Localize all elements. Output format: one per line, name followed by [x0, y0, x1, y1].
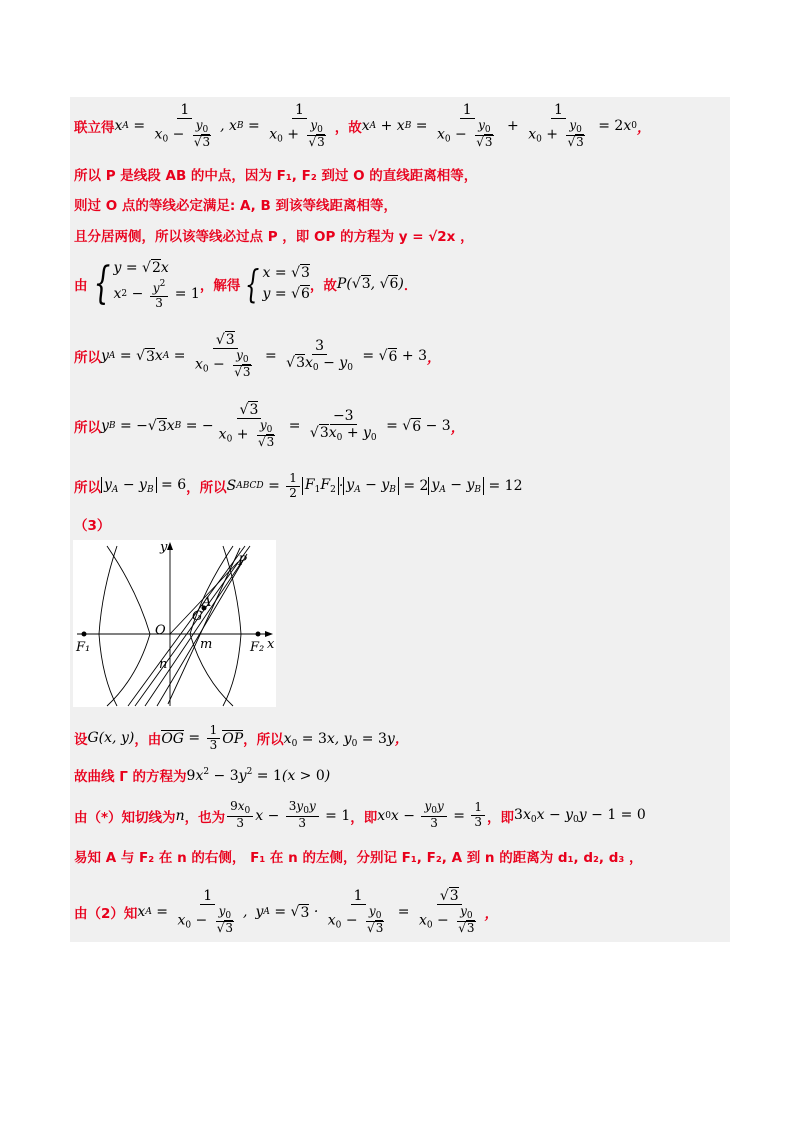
eq-x0-y0: $x_0 = 3x$, $y_0 = 3y$，: [283, 731, 409, 750]
label-suoyi-4: ，所以: [186, 480, 227, 497]
eq-tangent-2: x 0 x − $\frac{y_0y}{3}$ = $\frac{1}{3}$: [377, 800, 487, 831]
line-6: [74, 332, 440, 380]
line-10: [74, 724, 408, 753]
line-1: [74, 102, 650, 150]
label-you-2: ，由: [134, 732, 162, 749]
point-P: P(√3, √6): [336, 276, 404, 293]
line-3: 则过 O 点的等线必定满足: A, B 到该等线距离相等，: [74, 198, 397, 214]
label-lianli: 联立得: [74, 120, 115, 137]
label-gu2: ，故: [309, 278, 337, 295]
point-G: G(x, y): [87, 730, 135, 747]
eq-abs-diff: $y_A - y_B = 6$: [101, 477, 186, 495]
eq-yA-2: y A = √ 3 · 1 $x_0$ − $\frac{y_0}{√3}$ = √3 $x_0$ − $\frac{y_0}{√3}$ ，: [255, 888, 499, 936]
line-8: [74, 472, 523, 501]
label-m: m: [200, 637, 213, 652]
eq-tangent-1: $\frac{9x_0}{3}$ x − $\frac{3y_0y}{3}$ = 1: [225, 800, 350, 831]
label-curve: 故曲线 Γ 的方程为: [74, 769, 187, 785]
part-3-heading: （3）: [74, 518, 111, 534]
hyperbola-figure: [73, 540, 276, 707]
eq-xA-2: x A = 1 $x_0$ − $\frac{y_0}{√3}$ ,: [137, 888, 248, 936]
eq-area: S ABCD = $\frac{1}{2}$ $F_1F_2$ · $y_A - y_B$ = 2 $y_A - y_B$ = 12: [226, 471, 523, 500]
line-5: [74, 258, 417, 311]
label-you: 由: [74, 278, 88, 295]
label-G: G: [192, 609, 203, 624]
eq-sum: x A + x B = 1 $x_0$ − $\frac{y_0}{√3}$ + 1 $x_0$ + $\frac{y_0}{√3}$ = 2 x 0 ，: [361, 102, 651, 150]
line-13: 易知 A 与 F₂ 在 n 的右侧， F₁ 在 n 的左侧，分别记 F₁, F₂, A 到 n 的距离为 d₁, d₂, d₃ ，: [74, 850, 643, 866]
label-ji-2: ，即: [487, 809, 515, 826]
line-14: [74, 888, 498, 936]
eq-curve: $9x^2 - 3y^2 = 1(x > 0)$: [186, 766, 331, 784]
solution-eq: { x = √3 y = √6: [245, 262, 310, 307]
axis-y-label: y: [160, 540, 168, 555]
label-yewei: ，也为: [184, 809, 226, 826]
label-you-2-zhi: 由（2）知: [74, 906, 138, 923]
system-eq: { y = √2x x 2 − $\frac{y^2}{3}$ = 1: [93, 258, 200, 310]
label-suoyi-3: 所以: [74, 480, 101, 497]
label-O: O: [155, 623, 166, 638]
axis-x-label: x: [267, 637, 275, 652]
eq-yB: y B = − √ 3 x B = − √3 $x_0$ + $\frac{y_0}{√3}$ = $\frac{-3}{√3x_0 + y_0}$ = √ 6 − 3 ，: [101, 402, 465, 450]
eq-xA-xB: x A = 1 $x_0$ − $\frac{y_0}{√3}$ , x B = 1 $x_0$ + $\frac{y_0}{√3}$: [114, 102, 325, 150]
label-suoyi-2: 所以: [74, 420, 101, 437]
line-11: [74, 765, 330, 785]
line-12: [74, 800, 646, 831]
line-4: 且分居两侧，所以该等线必过点 P ，即 OP 的方程为 y = √2x ，: [74, 229, 474, 245]
focus-F2-point: [256, 632, 261, 637]
label-n: n: [159, 657, 168, 672]
label-jiede: ，解得: [199, 278, 241, 295]
label-ji-1: ，即: [350, 809, 378, 826]
label-suoyi-1: 所以: [74, 350, 101, 367]
eq-yA: y A = √ 3 x A = √3 $x_0$ − $\frac{y_0}{√3}$ = $\frac{3}{√3x_0 - y_0}$ = √ 6 + 3 ，: [101, 332, 441, 380]
line-7: [74, 402, 464, 450]
label-tangent: 由（*）知切线为: [74, 809, 176, 826]
label-F2: F₂: [250, 640, 265, 655]
line-2: 所以 P 是线段 AB 的中点，因为 F₁, F₂ 到过 O 的直线距离相等，: [74, 168, 478, 184]
label-suoyi-5: ，所以: [243, 732, 284, 749]
label-F1: F₁: [76, 640, 91, 655]
label-she: 设: [74, 732, 88, 749]
eq-tangent-3: $3x_0x - y_0y - 1 = 0$: [514, 806, 646, 825]
focus-F1-point: [82, 632, 87, 637]
tangent-n: n: [175, 807, 185, 824]
label-P: P: [238, 554, 247, 569]
label-A: A: [202, 595, 212, 610]
eq-vector: OG = $\frac{1}{3}$ OP: [161, 723, 244, 752]
label-gu: ，故: [334, 120, 362, 137]
period: ．: [403, 278, 418, 295]
